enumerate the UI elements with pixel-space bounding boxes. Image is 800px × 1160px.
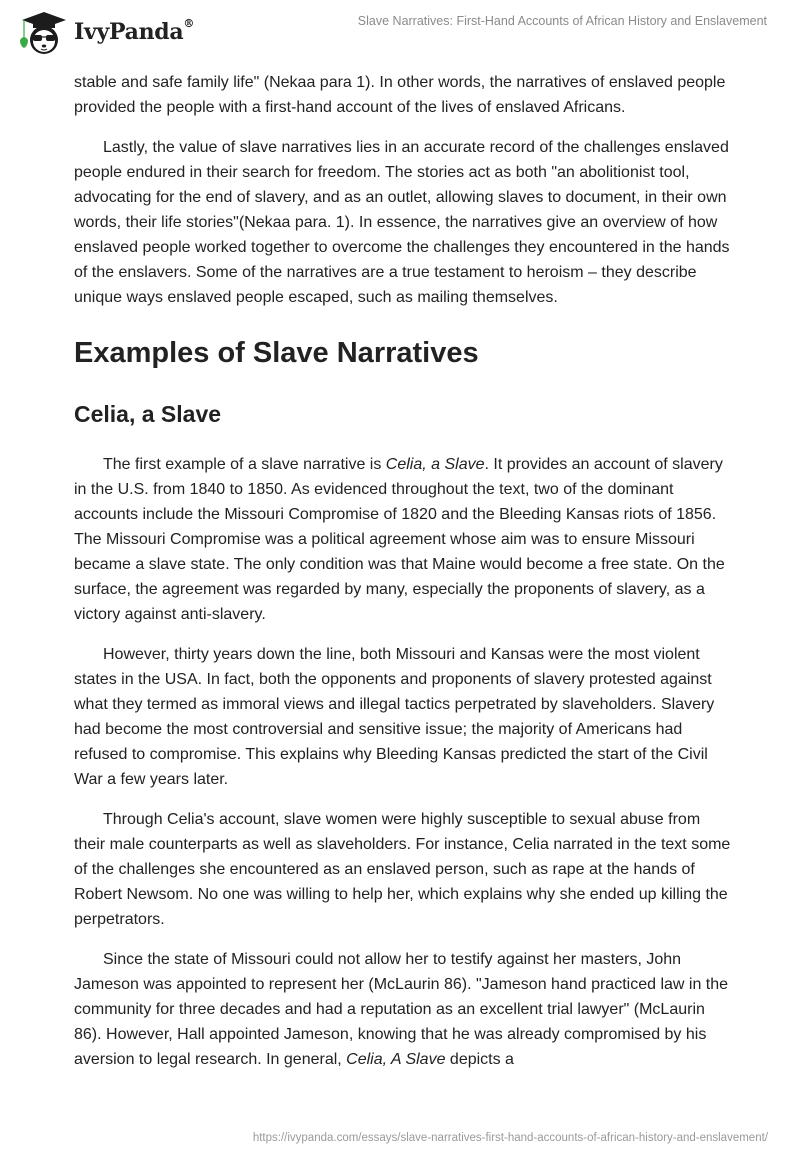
section-heading: Examples of Slave Narratives (74, 337, 479, 369)
subsection-heading: Celia, a Slave (74, 401, 222, 427)
panda-graduate-icon (16, 8, 72, 56)
source-url-link[interactable]: https://ivypanda.com/essays/slave-narratives-first-hand-accounts-of-african-history-and-enslavement/ (252, 1132, 768, 1144)
book-title: Celia, a Slave (385, 456, 485, 473)
paragraph: Since the state of Missouri could not allow her to testify against her masters, John Jameson was appointed to represent her (McLaurin 86). "Jameson hand practiced law in the community for three decades and had a reputation as an excellent trial lawyer" (McLaurin 86). However, Hall appointed Jameson, knowing that he was already compromised by his aversion to legal research. In general, Celia, A Slave depicts a (74, 951, 729, 1068)
article-body (74, 70, 734, 1087)
logo[interactable] (16, 8, 194, 56)
book-title: Celia, A Slave (346, 1051, 446, 1068)
paragraph: The first example of a slave narrative is Celia, a Slave. It provides an account of slavery in the U.S. from 1840 to 1850. As evidenced throughout the text, two of the dominant accounts include the Missouri Compromise of 1820 and the Bleeding Kansas riots of 1856. The Missouri Compromise was a political agreement whose aim was to ensure Missouri became a slave state. The only condition was that Maine would become a free state. On the surface, the agreement was regarded by many, especially the proponents of slavery, as a victory against anti-slavery. (74, 456, 725, 623)
logo-text: IvyPanda® (74, 17, 195, 45)
page-header (0, 0, 800, 60)
paragraph: However, thirty years down the line, both Missouri and Kansas were the most violent states in the USA. In fact, both the opponents and proponents of slavery protested against what they termed as immoral views and illegal tactics perpetrated by slaveholders. Slavery had become the most controversial and sensitive issue; the majority of Americans had refused to compromise. This explains why Bleeding Kansas predicted the start of the Civil War a few years later. (74, 646, 715, 788)
document-title: Slave Narratives: First-Hand Accounts of African History and Enslavement (357, 14, 767, 28)
paragraph: Through Celia's account, slave women were highly susceptible to sexual abuse from their male counterparts as well as slaveholders. For instance, Celia narrated in the text some of the challenges she encountered as an enslaved person, such as rape at the hands of Robert Newsom. No one was willing to help her, which explains why she ended up killing the perpetrators. (74, 811, 731, 928)
paragraph: Lastly, the value of slave narratives lies in an accurate record of the challenges enslaved people endured in their search for freedom. The stories act as both "an abolitionist tool, advocating for the end of slavery, and as an outlet, allowing slaves to document, in their own words, their life stories"(Nekaa para. 1). In essence, the narratives give an overview of how enslaved people worked together to overcome the challenges they encountered in the hands of the enslavers. Some of the narratives are a true testament to heroism – they describe unique ways enslaved people escaped, such as mailing themselves. (74, 139, 730, 306)
paragraph: stable and safe family life" (Nekaa para 1). In other words, the narratives of enslaved people provided the people with a first-hand account of the lives of enslaved Africans. (74, 74, 726, 116)
